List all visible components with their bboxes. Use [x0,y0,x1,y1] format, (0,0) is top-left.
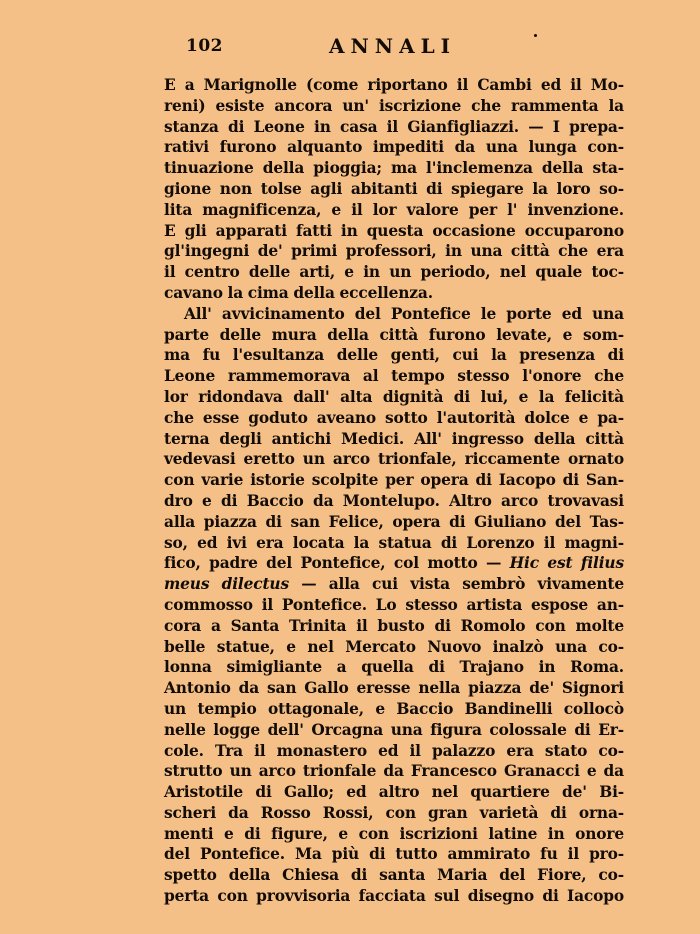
text-line: rativi furono alquanto impediti da una lunga con- [164,138,624,157]
text-line: menti e di figure, e con iscrizioni latine in onore [164,824,624,843]
text-line: Antonio da san Gallo eresse nella piazza de' Signori [164,679,624,698]
text-line: cole. Tra il monastero ed il palazzo era stato co- [164,741,624,760]
text-line: terna degli antichi Medici. All' ingresso della città [164,429,624,448]
text-line: vedevasi eretto un arco trionfale, riccamente ornato [164,450,624,469]
text-line: cora a Santa Trinita il busto di Romolo con molte [164,616,624,635]
text-line: stanza di Leone in casa il Gianfigliazzi. — I prepa- [164,117,624,136]
text-line: Aristotile di Gallo; ed altro nel quartiere de' Bi- [164,783,624,802]
italic-quote: meus dilectus [164,575,289,594]
text-line [164,553,624,574]
text-line: nelle logge dell' Orcagna una figura colossale di Er- [164,720,624,739]
text-line: commosso il Pontefice. Lo stesso artista espose an- [164,595,624,614]
page-number: 102 [186,36,223,56]
text-line: che esse goduto aveano sotto l'autorità dolce e pa- [164,408,624,427]
text-line: tinuazione della pioggia; ma l'inclemenza della sta- [164,159,624,178]
text-line: ma fu l'esultanza delle genti, cui la presenza di [164,346,624,365]
text-line: dro e di Baccio da Montelupo. Altro arco trovavasi [164,491,624,510]
text-line: lita magnificenza, e il lor valore per l' invenzione. [164,200,624,219]
text-run: fico, padre del Pontefice, col motto — [164,554,510,573]
text-line [164,574,624,595]
text-line: con varie istorie scolpite per opera di Iacopo di San- [164,471,624,490]
text-run: — alla cui vista sembrò vivamente [288,575,624,594]
text-line: so, ed ivi era locata la statua di Lorenzo il magni- [164,533,624,552]
body-text [164,75,624,907]
text-line: cavano la cima della eccellenza. [164,283,433,302]
text-line: del Pontefice. Ma più di tutto ammirato fu il pro- [164,845,624,864]
text-line: reni) esiste ancora un' iscrizione che rammenta la [164,96,624,115]
text-line: E a Marignolle (come riportano il Cambi ed il Mo- [164,76,624,94]
text-line: alla piazza di san Felice, opera di Giuliano del Tas- [164,512,624,531]
running-head: ANNALI [329,34,457,58]
text-line: un tempio ottagonale, e Baccio Bandinelli collocò [164,699,624,718]
italic-quote: Hic est filius [509,554,624,573]
text-line: spetto della Chiesa di santa Maria del Fiore, co- [164,866,624,885]
text-line: scheri da Rosso Rossi, con gran varietà di orna- [164,803,624,822]
text-line: lor ridondava dall' alta dignità di lui, e la felicità [164,387,624,406]
text-line: lonna simigliante a quella di Trajano in Roma. [164,658,624,677]
text-line: gl'ingegni de' primi professori, in una città che era [164,242,624,261]
page-header [186,36,456,64]
ink-speck [534,34,537,37]
text-line: belle statue, e nel Mercato Nuovo inalzò una co- [164,637,624,656]
text-line: perta con provvisoria facciata sul disegno di Iacopo [164,887,624,906]
text-line: parte delle mura della città furono levate, e som- [164,325,624,344]
text-line: E gli apparati fatti in questa occasione occuparono [164,221,624,240]
text-line: All' avvicinamento del Pontefice le porte ed una [184,304,624,323]
text-line: Leone rammemorava al tempo stesso l'onore che [164,367,624,386]
text-line: il centro delle arti, e in un periodo, nel quale toc- [164,263,624,282]
text-line: strutto un arco trionfale da Francesco Granacci e da [164,762,624,781]
text-line: gione non tolse agli abitanti di spiegare la loro so- [164,179,624,198]
